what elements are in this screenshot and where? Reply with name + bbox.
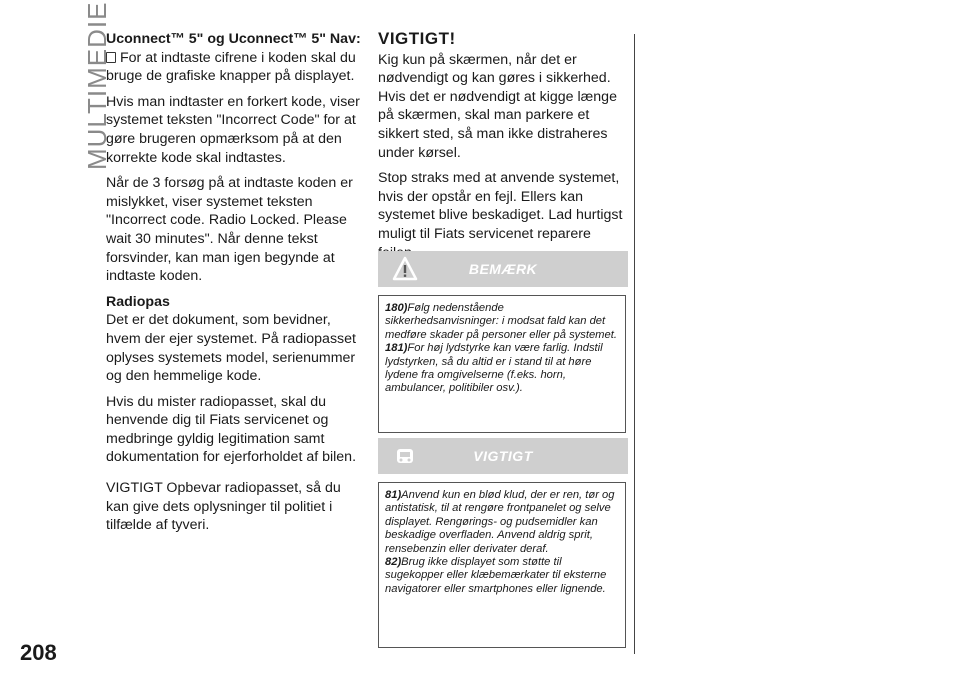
warning-item-180: 180)Følg nedenstående sikkerhedsanvisninger: i modsat fald kan det medføre skader på personer eller på systemet. (385, 302, 617, 341)
page-number: 208 (20, 640, 57, 665)
important-box (378, 482, 626, 648)
important-box-title: VIGTIGT (473, 448, 533, 464)
right-column (378, 30, 628, 269)
paragraph-stop-system: Stop straks med at anvende systemet, hvis der opstår en fejl. Ellers kan systemet blive beskadiget. Lad hurtigst muligt til Fiats servicenet reparere (378, 170, 623, 242)
important-item-81: 81)Anvend kun en blød klud, der er ren, tør og antistatisk, til at rengøre frontpanelet og selve displayet. Rengørings- og pudsemidler kan beskadige overfladen. Anvend aldrig sprit, rensebenzin eller derivater deraf. (385, 489, 615, 555)
column-divider (634, 34, 635, 654)
warning-box-header (378, 251, 628, 287)
important-box-header (378, 438, 628, 474)
radiopas-heading: Radiopas (106, 293, 170, 310)
bullet-text: For at indtaste cifrene i koden skal du bruge de grafiske knapper på displayet. (106, 49, 356, 85)
section-side-label (52, 1, 112, 170)
paragraph-radiopas-intro: Det er det dokument, som bevidner, hvem der ejer systemet. På radiopasset oplyses systemets model, serienummer og den hemmelige kode. (106, 312, 356, 385)
warning-box-title: BEMÆRK (468, 261, 538, 277)
warning-box (378, 295, 626, 433)
important-title: VIGTIGT! (378, 29, 456, 48)
section-side-label-text: MULTIMEDIE (82, 1, 112, 170)
paragraph-screen-safety: Kig kun på skærmen, når det er nødvendigt og kan gøres i sikkerhed. Hvis det er nødvendigt at kigge længe på skærmen, skal man parkere et sikkert sted, så man ikke distraheres under kørsel. (378, 51, 617, 161)
paragraph-incorrect-code: Hvis man indtaster en forkert kode, viser systemet teksten "Incorrect Code" for at gøre brugeren opmærksom på at den korrekte kode skal indtastes. (106, 93, 360, 166)
bullet-square-icon (106, 52, 116, 63)
warning-item-181: 181)For høj lydstyrke kan være farlig. Indstil lydstyrken, så du altid er i stand til at høre lydene fra omgivelserne (f.eks. horn, ambulancer, politibiler osv.). (385, 342, 603, 395)
paragraph-radiopas-lost: Hvis du mister radiopasset, skal du henvende dig til Fiats servicenet og medbringe gyldig legitimation samt dokumentation for ejerforholdet af bilen. (106, 393, 357, 466)
important-item-82: 82)Brug ikke displayet som støtte til sugekopper eller klæbemærkater til eksterne navigatorer eller smartphones eller lignende. (385, 556, 607, 595)
paragraph-radio-locked: Når de 3 forsøg på at indtaste koden er mislykket, viser systemet teksten "Incorrect code. Radio Locked. Please wait 30 minutes". Når denne tekst forsvinder, kan man igen begynde at indtaste koden. (106, 175, 353, 285)
bullet-paragraph (106, 49, 364, 86)
paragraph-radiopas-keep: VIGTIGT Opbevar radiopasset, så du kan give dets oplysninger til politiet i tilfælde af tyveri. (106, 480, 341, 534)
left-column (106, 30, 364, 542)
uconnect-heading: Uconnect™ 5" og Uconnect™ 5" Nav: (106, 31, 361, 47)
